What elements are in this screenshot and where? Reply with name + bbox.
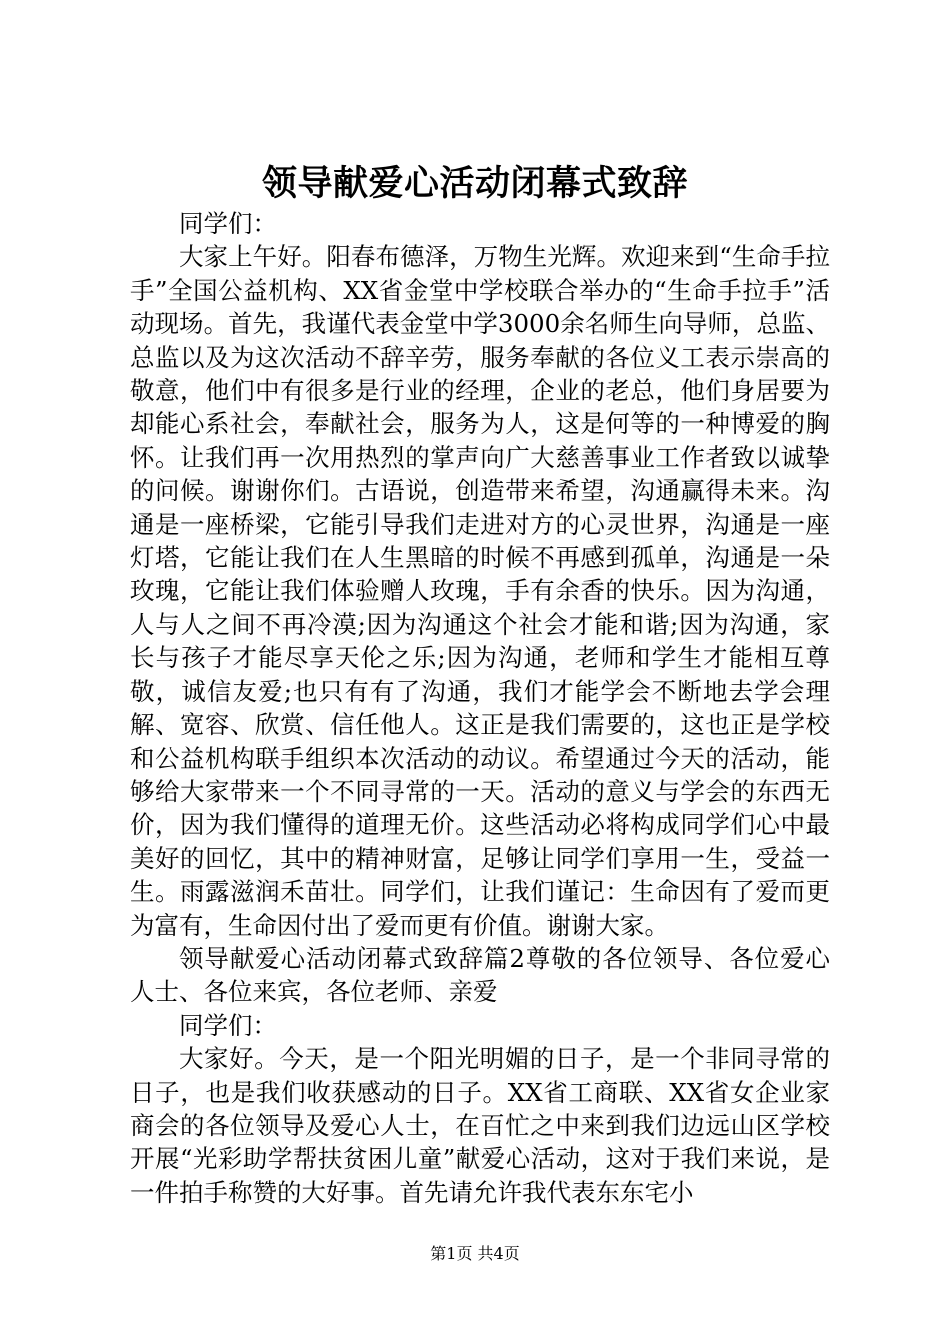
paragraph-speech-2-heading: 领导献爱心活动闭幕式致辞篇2尊敬的各位领导、各位爱心人士、各位来宾，各位老师、亲爱 <box>130 943 830 1007</box>
document-body <box>130 207 830 1209</box>
document-title: 领导献爱心活动闭幕式致辞 <box>261 163 688 204</box>
paragraph-speech-2: 大家好。今天，是一个阳光明媚的日子，是一个非同寻常的日子，也是我们收获感动的日子。XX省工商联、XX省女企业家商会的各位领导及爱心人士，在百忙之中来到我们边远山区学校开展“光彩助学帮扶贫困儿童”献爱心活动，这对于我们来说，是一件拍手称赞的大好事。首先请允许我代表东东宅小 <box>130 1044 830 1207</box>
page-number-footer: 第1页 共4页 <box>430 1244 520 1263</box>
paragraph-speech-1: 大家上午好。阳春布德泽，万物生光辉。欢迎来到“生命手拉手”全国公益机构、XX省金堂中学校联合举办的“生命手拉手”活动现场。首先，我谨代表金堂中学3000余名师生向导师，总监、总监以及为这次活动不辞辛劳，服务奉献的各位义工表示崇高的敬意，他们中有很多是行业的经理，企业的老总，他们身居要为却能心系社会，奉献社会，服务为人，这是何等的一种博爱的胸怀。让我们再一次用热烈的掌声向广大慈善事业工作者致以诚挚的问候。谢谢你们。古语说，创造带来希望，沟通赢得未来。沟通是一座桥梁，它能引导我们走进对方的心灵世界，沟通是一座灯塔，它能让我们在人生黑暗的时候不再感到孤单，沟通是一朵玫瑰，它能让我们体验赠人玫瑰，手有余香的快乐。因为沟通，人与人之间不再冷漠;因为沟通这个社会才能和谐;因为沟通，家长与孩子才能尽享天伦之乐;因为沟通，老师和学生才能相互尊敬，诚信友爱;也只有有了沟通，我们才能学会不断地去学会理解、宽容、欣赏、信任他人。这正是我们需要的，这也正是学校和公益机构联手组织本次活动的动议。希望通过今天的活动，能够给大家带来一个不同寻常的一天。活动的意义与学会的东西无价，因为我们懂得的道理无价。这些活动必将构成同学们心中最美好的回忆，其中的精神财富，足够让同学们享用一生，受益一生。雨露滋润禾苗壮。同学们，让我们谨记：生命因有了爱而更为富有，生命因付出了爱而更有价值。谢谢大家。 <box>130 242 830 940</box>
paragraph-greeting: 同学们： <box>179 209 277 238</box>
paragraph-greeting-2: 同学们： <box>179 1010 277 1040</box>
